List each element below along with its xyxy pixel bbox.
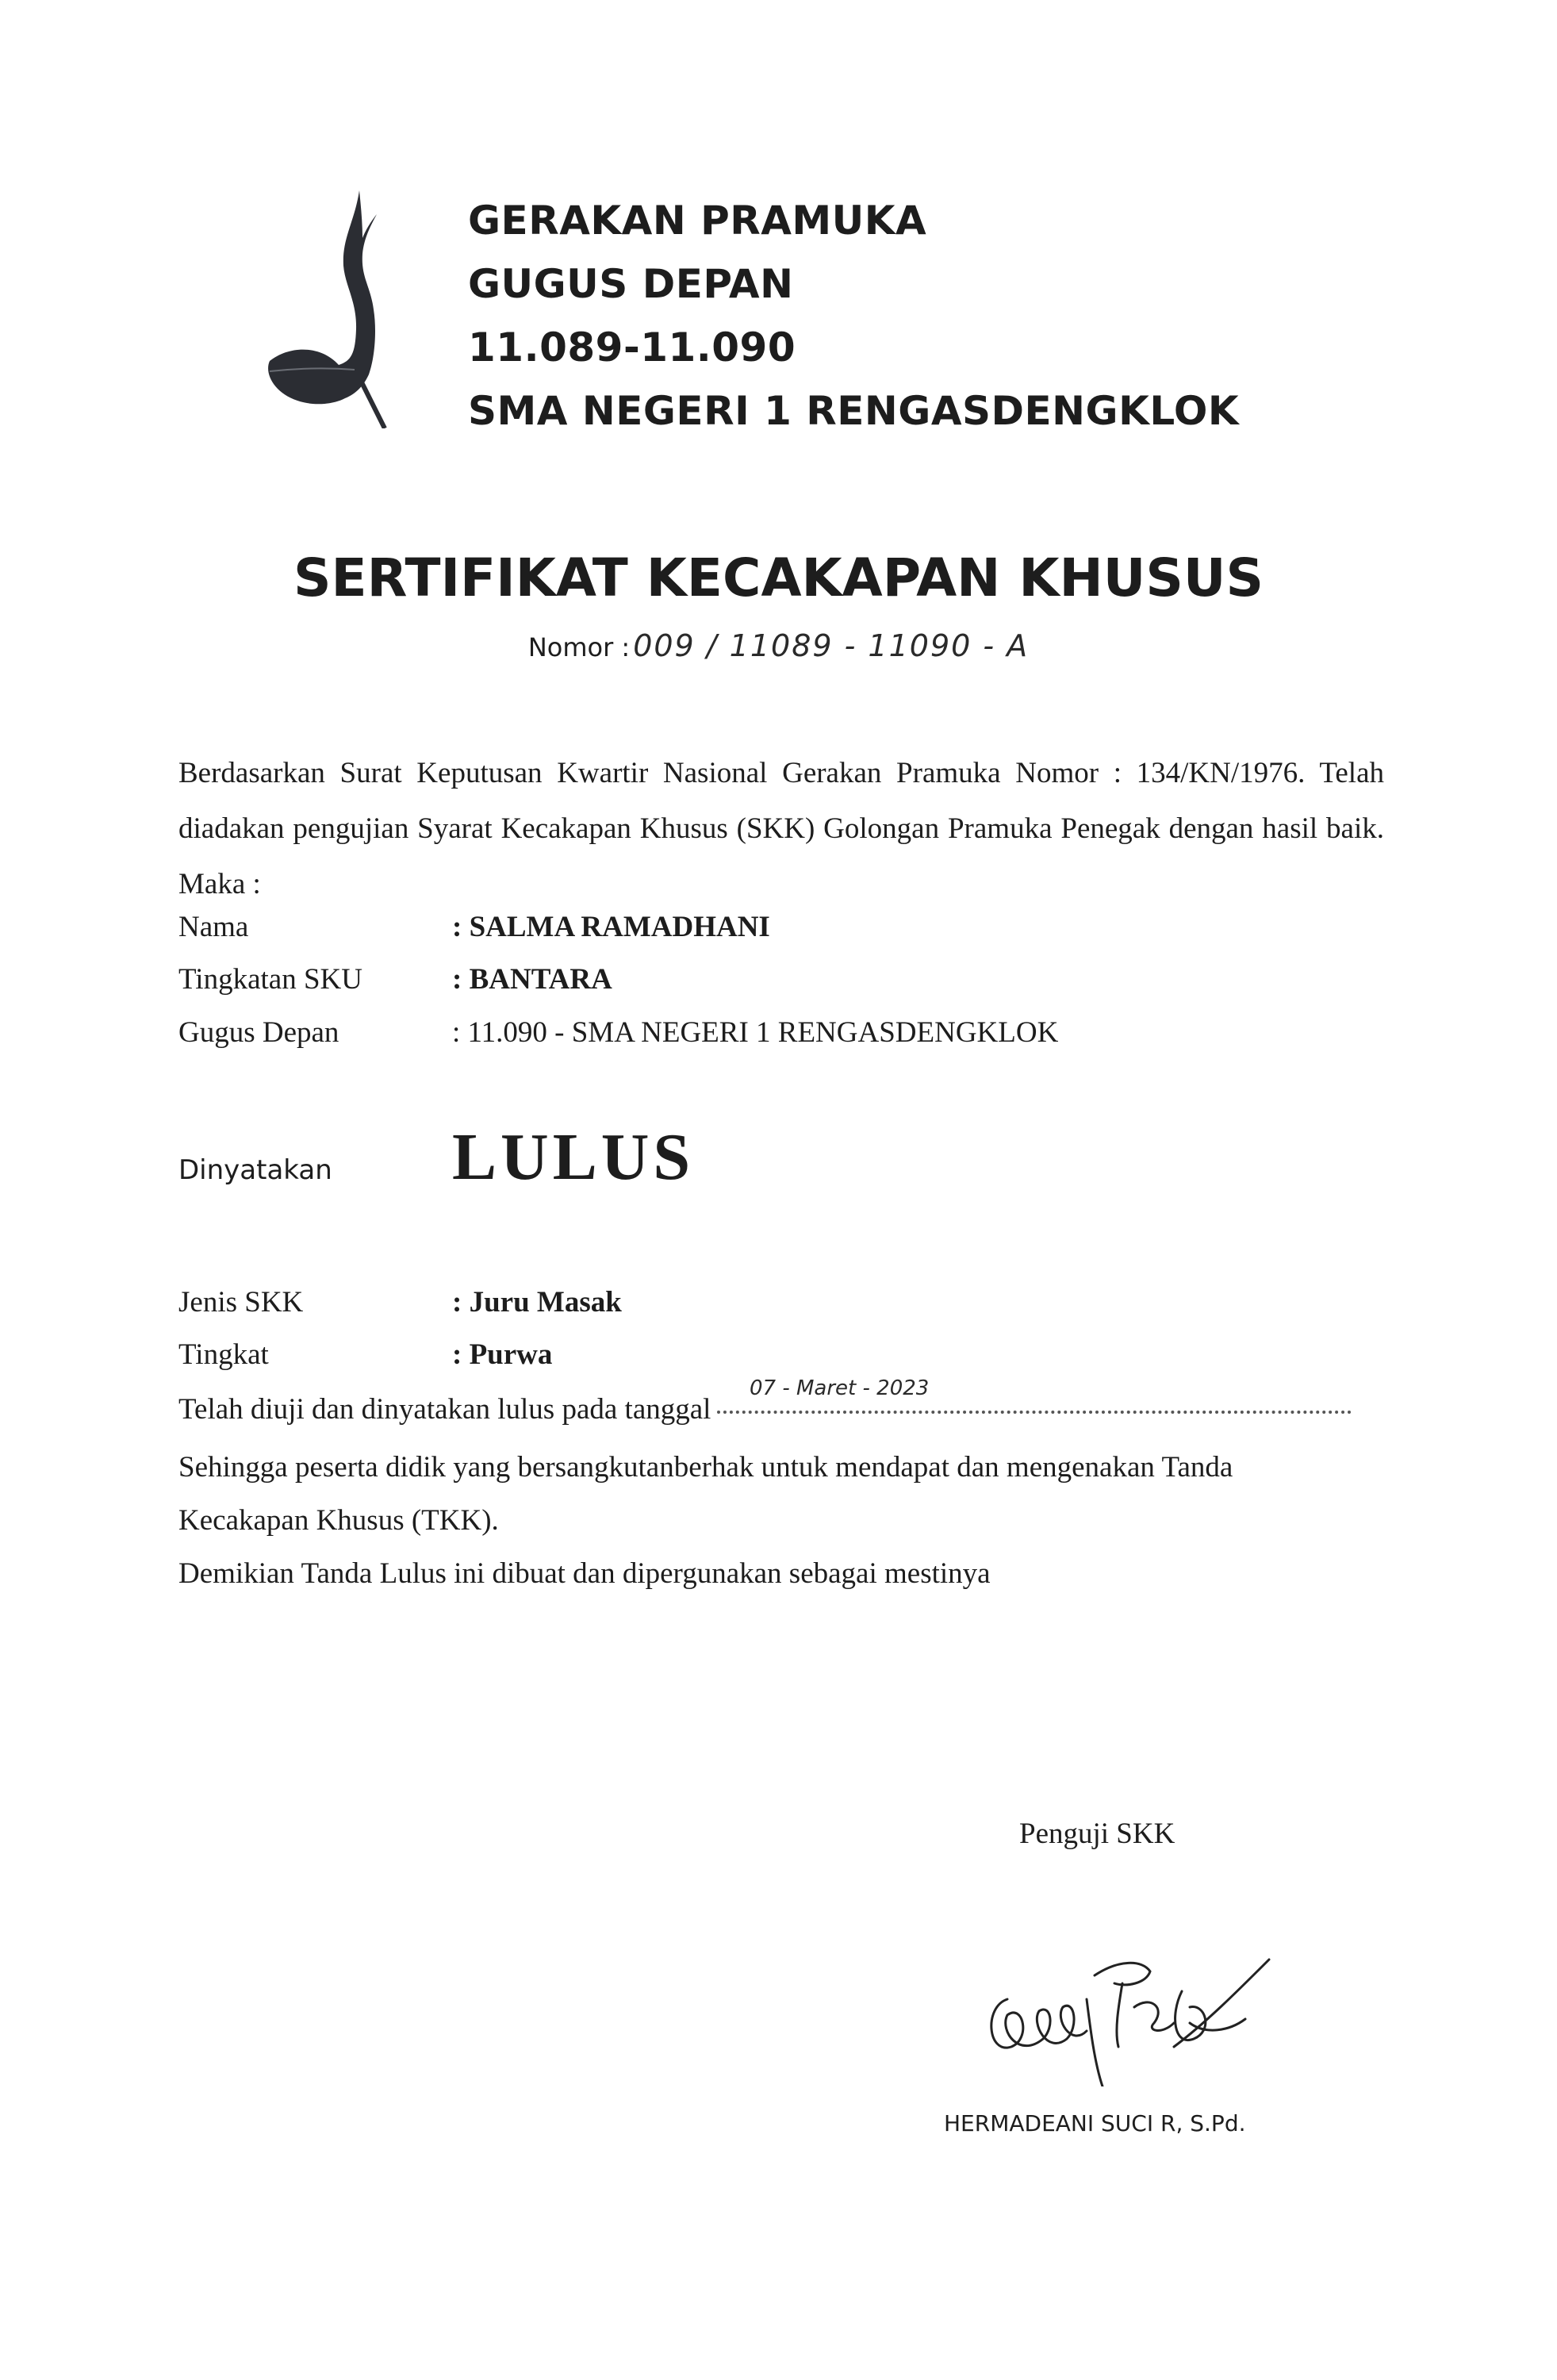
conclusion-line-2: Kecakapan Khusus (TKK). bbox=[178, 1504, 499, 1537]
conclusion-line-1: Sehingga peserta didik yang bersangkutanberhak untuk mendapat dan mengenakan Tanda bbox=[178, 1451, 1233, 1484]
intro-paragraph: Berdasarkan Surat Keputusan Kwartir Nasional Gerakan Pramuka Nomor : 134/KN/1976. Telah diadakan pengujian Syarat Kecakapan Khusus (SKK) Golongan Pramuka Penegak dengan hasil baik. Maka : bbox=[178, 757, 1384, 900]
header-line-3: 11.089-11.090 bbox=[468, 324, 796, 370]
field-label: Gugus Depan bbox=[178, 1016, 339, 1049]
header-line-4: SMA NEGERI 1 RENGASDENGKLOK bbox=[468, 388, 1240, 434]
examiner-name: HERMADEANI SUCI R, S.Pd. bbox=[944, 2110, 1246, 2136]
skk-value: : Juru Masak bbox=[452, 1286, 622, 1319]
header-line-1: GERAKAN PRAMUKA bbox=[468, 198, 927, 244]
skk-value: : Purwa bbox=[452, 1338, 553, 1371]
header-line-2: GUGUS DEPAN bbox=[468, 261, 794, 307]
tested-line bbox=[178, 1392, 1352, 1426]
certificate-number bbox=[0, 628, 1557, 663]
field-value: : SALMA RAMADHANI bbox=[452, 911, 770, 943]
tested-line-text: Telah diuji dan dinyatakan lulus pada tanggal bbox=[178, 1393, 711, 1426]
field-value: : 11.090 - SMA NEGERI 1 RENGASDENGKLOK bbox=[452, 1016, 1059, 1049]
result-label: Dinyatakan bbox=[178, 1154, 332, 1186]
skk-label: Tingkat bbox=[178, 1338, 269, 1371]
nomor-label: Nomor : bbox=[527, 632, 631, 662]
conclusion-line-3: Demikian Tanda Lulus ini dibuat dan dipergunakan sebagai mestinya bbox=[178, 1557, 991, 1590]
tested-date: 07 - Maret - 2023 bbox=[750, 1376, 930, 1400]
nomor-value: 009 / 11089 - 11090 - A bbox=[633, 628, 1030, 663]
signature-icon bbox=[976, 1928, 1277, 2086]
dotted-fill-line bbox=[717, 1403, 1352, 1414]
field-label: Tingkatan SKU bbox=[178, 963, 362, 996]
pramuka-logo-icon bbox=[266, 190, 405, 428]
result-value: LULUS bbox=[452, 1120, 695, 1194]
field-label: Nama bbox=[178, 911, 249, 943]
examiner-title: Penguji SKK bbox=[1019, 1818, 1175, 1850]
organization-header bbox=[468, 189, 1239, 443]
skk-label: Jenis SKK bbox=[178, 1286, 304, 1319]
field-value: : BANTARA bbox=[452, 963, 612, 996]
certificate-title: SERTIFIKAT KECAKAPAN KHUSUS bbox=[293, 547, 1264, 608]
